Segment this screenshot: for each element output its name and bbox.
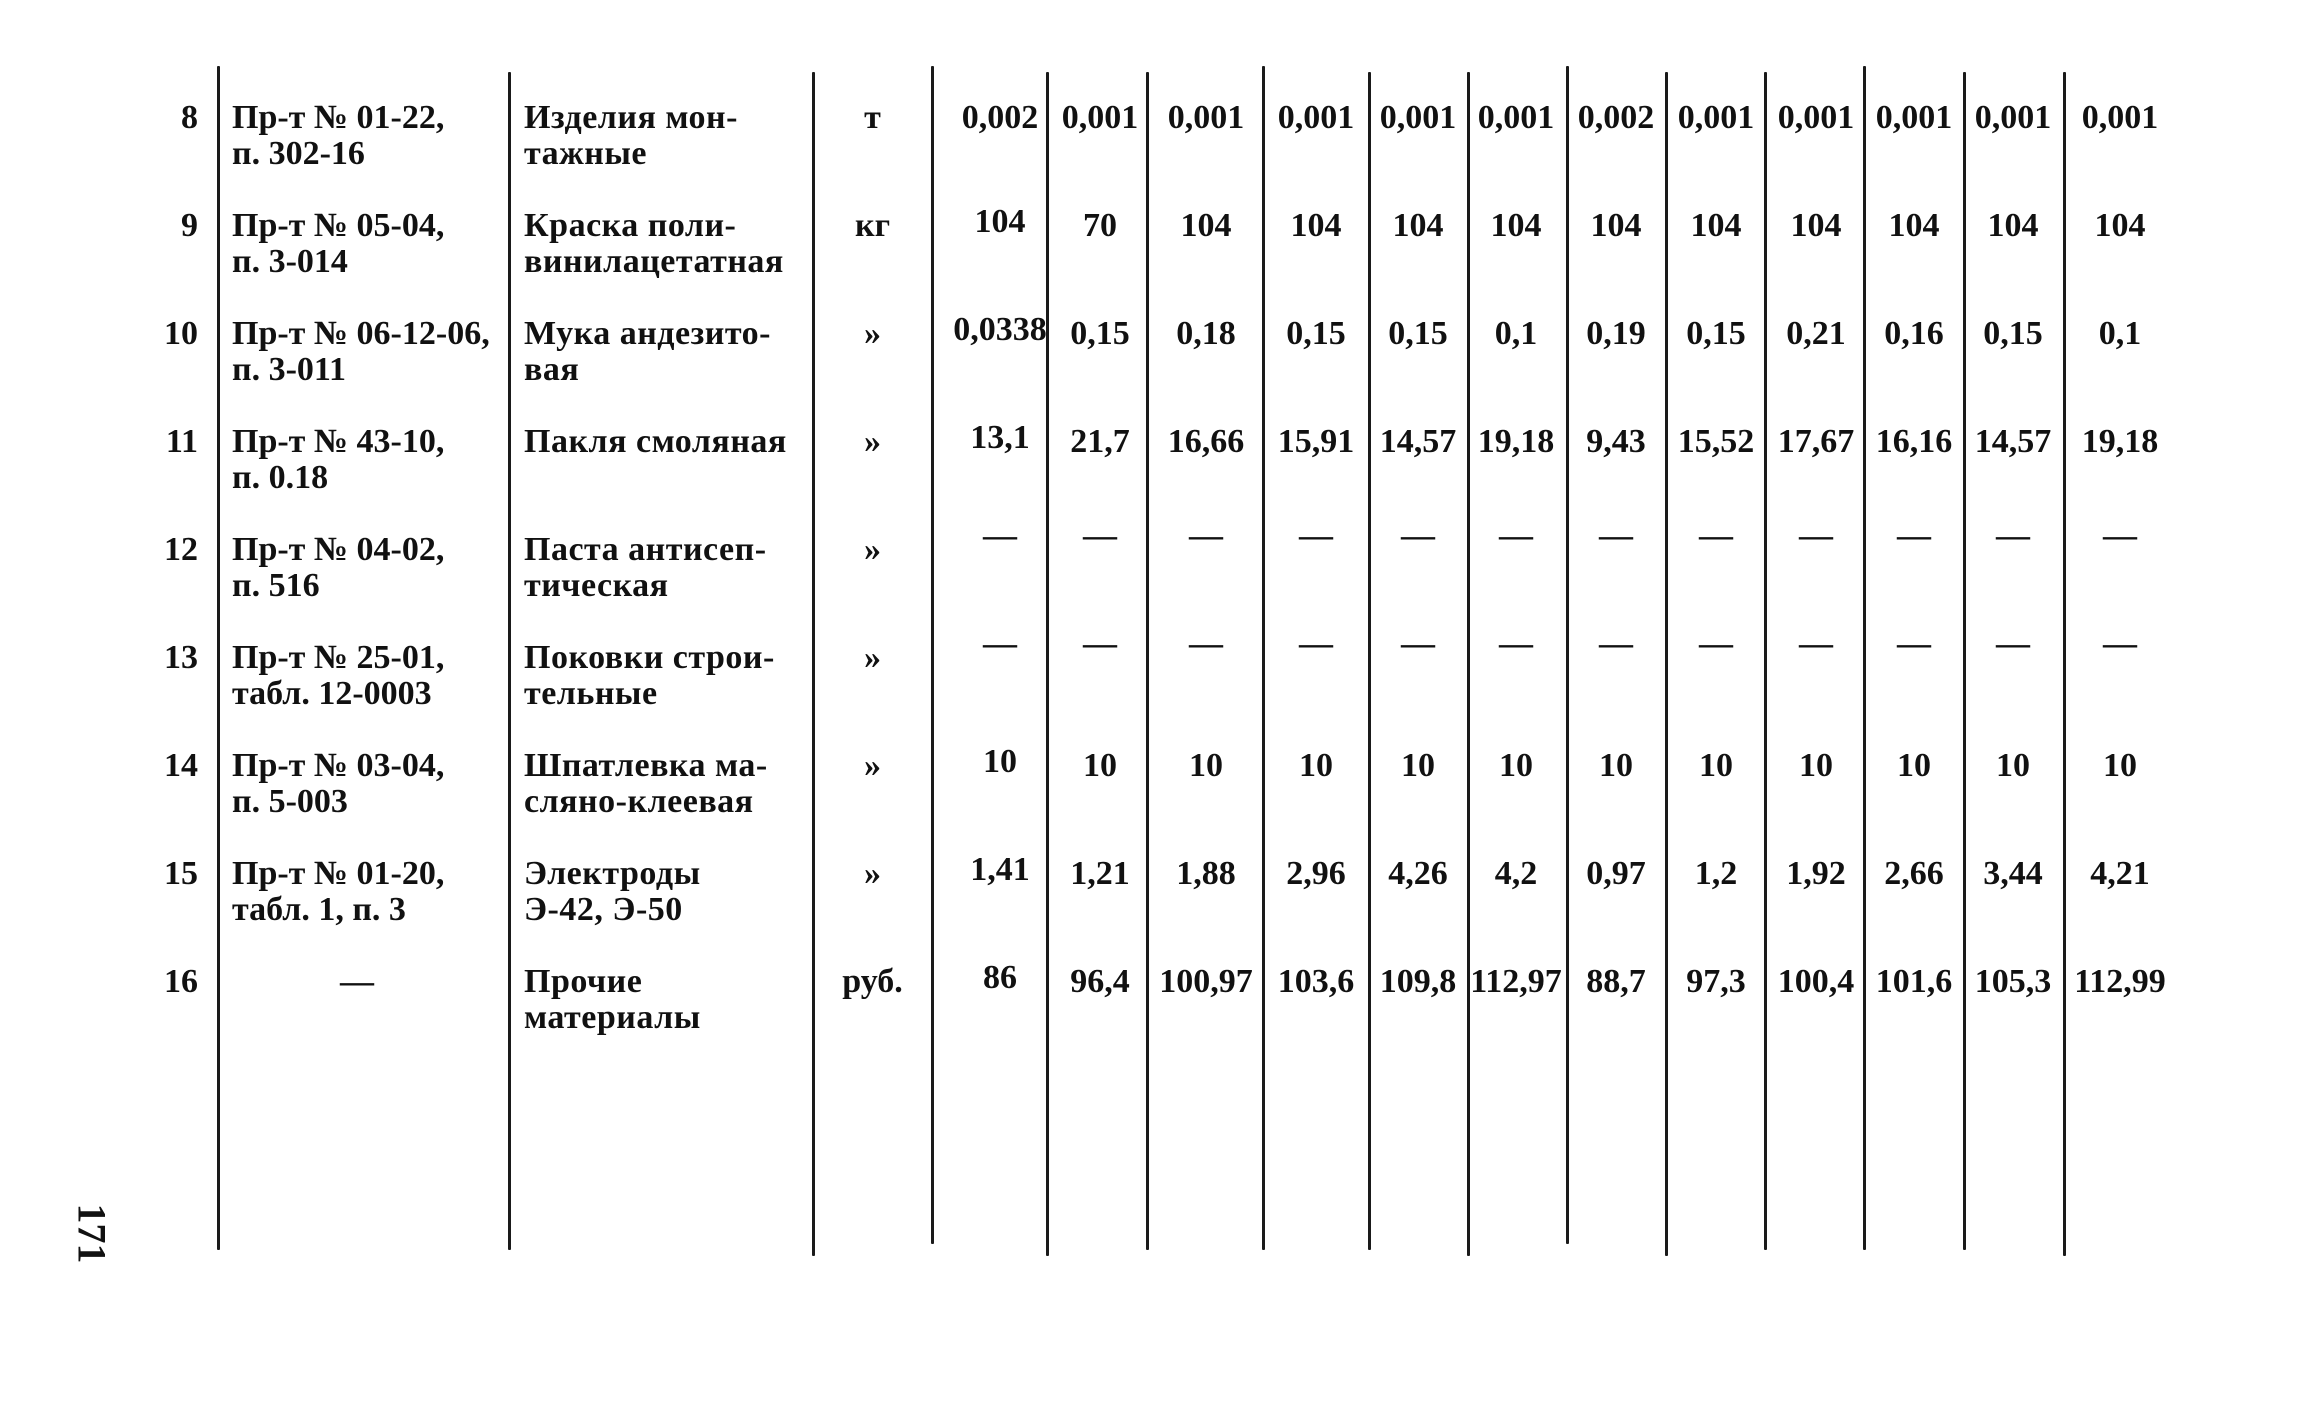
value-cell: 17,67 <box>1777 423 1855 460</box>
value-cell: 0,001 <box>1379 99 1457 136</box>
value-cell: 13,1 <box>970 419 1030 456</box>
unit-cell: руб. <box>842 963 903 1000</box>
material-name: Электроды Э-42, Э-50 <box>524 855 701 928</box>
unit-cell: кг <box>854 207 891 244</box>
value-cell: 0,15 <box>1388 315 1448 352</box>
value-cell: 15,91 <box>1277 423 1355 460</box>
material-name: Краска поли- винилацетатная <box>524 207 784 280</box>
value-cell: — <box>983 517 1017 554</box>
value-cell: 112,97 <box>1470 963 1562 1000</box>
material-name: Поковки строи- тельные <box>524 639 775 712</box>
unit-cell: » <box>864 315 881 352</box>
value-cell: 10 <box>1799 747 1833 784</box>
value-cell: — <box>1083 625 1117 662</box>
value-cell: 0,001 <box>1777 99 1855 136</box>
value-cell: — <box>983 625 1017 662</box>
value-cell: 9,43 <box>1586 423 1646 460</box>
value-cell: 4,26 <box>1388 855 1448 892</box>
column-rule <box>2063 72 2066 1256</box>
reference-cell: Пр-т № 25-01, табл. 12-0003 <box>232 639 445 712</box>
column-rule <box>812 72 815 1256</box>
row-number: 12 <box>164 531 198 568</box>
value-cell: — <box>1996 625 2030 662</box>
material-name: Пакля смоляная <box>524 423 787 460</box>
material-name: Паста антисеп- тическая <box>524 531 767 604</box>
value-cell: 10 <box>1599 747 1633 784</box>
value-cell: — <box>1699 625 1733 662</box>
unit-cell: » <box>864 639 881 676</box>
value-cell: 0,001 <box>1277 99 1355 136</box>
value-cell: 86 <box>983 959 1017 996</box>
value-cell: 4,21 <box>2090 855 2150 892</box>
reference-cell: Пр-т № 01-22, п. 302-16 <box>232 99 445 172</box>
value-cell: 97,3 <box>1686 963 1746 1000</box>
value-cell: 10 <box>1401 747 1435 784</box>
value-cell: 104 <box>1290 207 1342 244</box>
value-cell: 1,2 <box>1694 855 1738 892</box>
column-rule <box>1764 72 1767 1250</box>
unit-cell: » <box>864 855 881 892</box>
value-cell: 0,0338 <box>953 311 1047 348</box>
value-cell: 2,66 <box>1884 855 1944 892</box>
value-cell: — <box>1996 517 2030 554</box>
reference-cell: Пр-т № 01-20, табл. 1, п. 3 <box>232 855 445 928</box>
value-cell: 0,001 <box>2081 99 2159 136</box>
value-cell: 0,18 <box>1176 315 1236 352</box>
value-cell: 2,96 <box>1286 855 1346 892</box>
value-cell: — <box>1499 517 1533 554</box>
column-rule <box>1046 72 1049 1256</box>
value-cell: 104 <box>1888 207 1940 244</box>
column-rule <box>217 66 220 1250</box>
value-cell: 16,66 <box>1167 423 1245 460</box>
value-cell: 15,52 <box>1677 423 1755 460</box>
value-cell: 0,002 <box>961 99 1039 136</box>
value-cell: 0,001 <box>1167 99 1245 136</box>
value-cell: 0,16 <box>1884 315 1944 352</box>
value-cell: 70 <box>1083 207 1117 244</box>
page-number: 171 <box>69 1203 115 1264</box>
value-cell: 0,001 <box>1974 99 2052 136</box>
value-cell: 109,8 <box>1379 963 1457 1000</box>
value-cell: 16,16 <box>1875 423 1953 460</box>
value-cell: — <box>1799 625 1833 662</box>
value-cell: 21,7 <box>1070 423 1130 460</box>
reference-cell: Пр-т № 06-12-06, п. 3-011 <box>232 315 490 388</box>
reference-cell: Пр-т № 04-02, п. 516 <box>232 531 445 604</box>
value-cell: 104 <box>1180 207 1232 244</box>
value-cell: 3,44 <box>1983 855 2043 892</box>
value-cell: 0,001 <box>1061 99 1139 136</box>
value-cell: 19,18 <box>1477 423 1555 460</box>
value-cell: — <box>1189 517 1223 554</box>
value-cell: 14,57 <box>1974 423 2052 460</box>
value-cell: — <box>1499 625 1533 662</box>
material-name: Шпатлевка ма- сляно-клеевая <box>524 747 768 820</box>
value-cell: — <box>1799 517 1833 554</box>
row-number: 8 <box>181 99 198 136</box>
column-rule <box>1665 72 1668 1256</box>
row-number: 11 <box>165 423 198 460</box>
value-cell: 0,21 <box>1786 315 1846 352</box>
row-number: 10 <box>164 315 198 352</box>
value-cell: 104 <box>1790 207 1842 244</box>
value-cell: 96,4 <box>1070 963 1130 1000</box>
value-cell: 1,21 <box>1070 855 1130 892</box>
value-cell: — <box>1299 517 1333 554</box>
material-name: Мука андезито- вая <box>524 315 771 388</box>
row-number: 9 <box>181 207 198 244</box>
value-cell: 103,6 <box>1277 963 1355 1000</box>
unit-cell: » <box>864 423 881 460</box>
value-cell: 104 <box>974 203 1026 240</box>
value-cell: 0,15 <box>1070 315 1130 352</box>
value-cell: 10 <box>2103 747 2137 784</box>
value-cell: 10 <box>983 743 1017 780</box>
value-cell: — <box>1699 517 1733 554</box>
value-cell: 0,001 <box>1875 99 1953 136</box>
value-cell: 101,6 <box>1875 963 1953 1000</box>
value-cell: 19,18 <box>2081 423 2159 460</box>
value-cell: 0,15 <box>1983 315 2043 352</box>
value-cell: — <box>1599 517 1633 554</box>
value-cell: 10 <box>1083 747 1117 784</box>
unit-cell: т <box>864 99 881 136</box>
material-name: Прочие материалы <box>524 963 701 1036</box>
value-cell: — <box>1599 625 1633 662</box>
value-cell: 10 <box>1499 747 1533 784</box>
value-cell: 104 <box>1490 207 1542 244</box>
value-cell: 104 <box>1590 207 1642 244</box>
value-cell: 0,15 <box>1286 315 1346 352</box>
value-cell: 100,4 <box>1777 963 1855 1000</box>
value-cell: 0,1 <box>1494 315 1538 352</box>
value-cell: — <box>1189 625 1223 662</box>
value-cell: 1,41 <box>970 851 1030 888</box>
value-cell: 0,97 <box>1586 855 1646 892</box>
value-cell: — <box>1401 625 1435 662</box>
value-cell: 104 <box>1392 207 1444 244</box>
value-cell: 10 <box>1699 747 1733 784</box>
value-cell: 10 <box>1996 747 2030 784</box>
value-cell: 0,001 <box>1477 99 1555 136</box>
reference-cell: — <box>340 963 374 1000</box>
value-cell: 4,2 <box>1494 855 1538 892</box>
value-cell: 104 <box>2094 207 2146 244</box>
reference-cell: Пр-т № 43-10, п. 0.18 <box>232 423 445 496</box>
reference-cell: Пр-т № 03-04, п. 5-003 <box>232 747 445 820</box>
value-cell: 0,002 <box>1577 99 1655 136</box>
value-cell: — <box>1897 517 1931 554</box>
unit-cell: » <box>864 531 881 568</box>
value-cell: 0,001 <box>1677 99 1755 136</box>
value-cell: 105,3 <box>1974 963 2052 1000</box>
row-number: 16 <box>164 963 198 1000</box>
value-cell: 10 <box>1189 747 1223 784</box>
value-cell: 10 <box>1897 747 1931 784</box>
value-cell: 112,99 <box>2074 963 2166 1000</box>
value-cell: 1,92 <box>1786 855 1846 892</box>
material-name: Изделия мон- тажные <box>524 99 738 172</box>
value-cell: 10 <box>1299 747 1333 784</box>
value-cell: — <box>2103 625 2137 662</box>
value-cell: 100,97 <box>1159 963 1253 1000</box>
row-number: 15 <box>164 855 198 892</box>
value-cell: 88,7 <box>1586 963 1646 1000</box>
value-cell: — <box>1401 517 1435 554</box>
unit-cell: » <box>864 747 881 784</box>
value-cell: 14,57 <box>1379 423 1457 460</box>
value-cell: — <box>1083 517 1117 554</box>
value-cell: 0,15 <box>1686 315 1746 352</box>
value-cell: 0,1 <box>2098 315 2142 352</box>
value-cell: 0,19 <box>1586 315 1646 352</box>
row-number: 13 <box>164 639 198 676</box>
value-cell: 1,88 <box>1176 855 1236 892</box>
column-rule <box>1467 72 1470 1256</box>
value-cell: — <box>1897 625 1931 662</box>
reference-cell: Пр-т № 05-04, п. 3-014 <box>232 207 445 280</box>
value-cell: 104 <box>1690 207 1742 244</box>
value-cell: 104 <box>1987 207 2039 244</box>
value-cell: — <box>2103 517 2137 554</box>
row-number: 14 <box>164 747 198 784</box>
value-cell: — <box>1299 625 1333 662</box>
